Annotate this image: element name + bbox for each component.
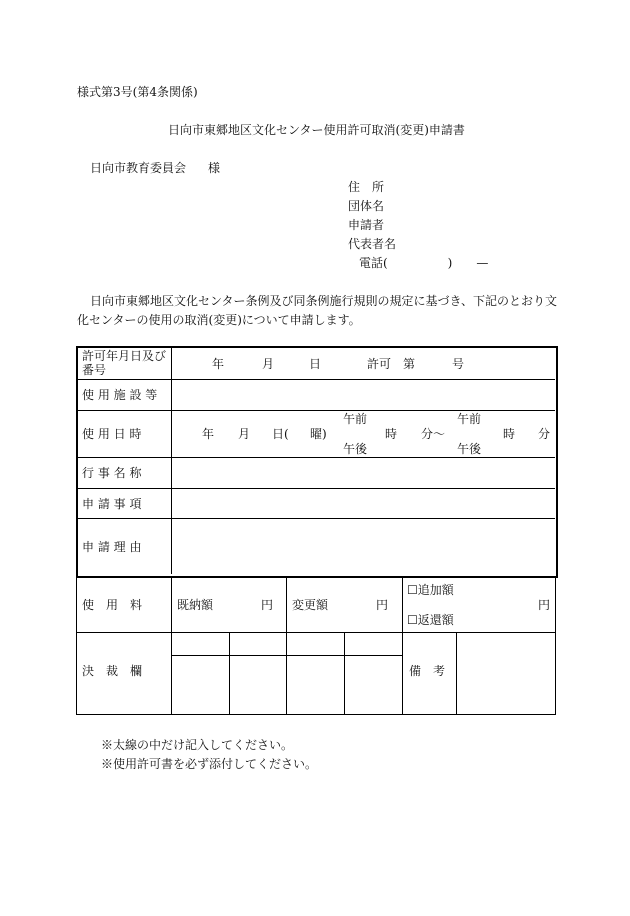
remarks-divider <box>456 632 457 714</box>
thick-border-box <box>76 346 558 578</box>
note-1: ※太線の中だけ記入してください。 <box>101 738 294 752</box>
date-label: 使 用 日 時 <box>82 427 142 441</box>
date-month: 月 <box>238 427 251 441</box>
start-minute-to: 分〜 <box>421 427 446 441</box>
application-items-label: 申 請 事 項 <box>82 497 142 511</box>
refund-amount-checkbox[interactable]: ☐返還額 <box>407 613 454 627</box>
end-am: 午前 <box>457 412 482 426</box>
permit-label-line-1: 許可年月日及び <box>82 349 167 363</box>
outer-bottom-line <box>76 714 556 715</box>
start-am: 午前 <box>343 412 368 426</box>
end-pm: 午後 <box>457 442 482 456</box>
permit-number-suffix: 号 <box>452 357 465 371</box>
fee-label: 使 用 料 <box>82 598 143 612</box>
permit-month: 月 <box>262 357 275 371</box>
addressee: 日向市教育委員会 <box>90 161 187 175</box>
body-text-line-2: 化センターの使用の取消(変更)について申請します。 <box>77 313 361 327</box>
date-year: 年 <box>202 427 215 441</box>
approval-grid-line <box>171 655 402 656</box>
row-divider <box>76 632 556 633</box>
applicant-address-label: 住 所 <box>348 180 385 194</box>
permit-label-line-2: 番号 <box>82 363 107 377</box>
applicant-phone-label: 電話( ) — <box>359 256 489 270</box>
note-2: ※使用許可書を必ず添付してください。 <box>101 757 318 771</box>
outer-left-line <box>76 576 77 714</box>
row-divider <box>78 518 555 519</box>
end-hour: 時 <box>503 427 516 441</box>
applicant-group-label: 団体名 <box>348 199 385 213</box>
permit-day: 日 <box>309 357 322 371</box>
column-divider <box>286 576 287 632</box>
changed-amount-label: 変更額 <box>292 598 329 612</box>
paid-yen: 円 <box>261 598 274 612</box>
approval-grid-line <box>229 632 230 714</box>
body-text-line-1: 日向市東郷地区文化センター条例及び同条例施行規則の規定に基づき、下記のとおり文 <box>90 294 558 308</box>
page-title: 日向市東郷地区文化センター使用許可取消(変更)申請書 <box>168 123 465 137</box>
column-divider <box>171 348 172 574</box>
paid-amount-label: 既納額 <box>177 598 214 612</box>
column-divider <box>402 576 403 714</box>
applicant-label: 申請者 <box>348 218 385 232</box>
column-divider <box>171 576 172 714</box>
approval-grid-line <box>286 632 287 714</box>
row-divider <box>78 410 555 411</box>
changed-yen: 円 <box>376 598 389 612</box>
permit-number-label: 許可 第 <box>367 357 416 371</box>
approval-label: 決 裁 欄 <box>82 664 143 678</box>
row-divider <box>78 379 555 380</box>
facility-label: 使 用 施 設 等 <box>82 388 158 402</box>
start-hour: 時 <box>385 427 398 441</box>
form-number: 様式第3号(第4条関係) <box>77 85 198 99</box>
row-divider <box>78 457 555 458</box>
permit-year: 年 <box>212 357 225 371</box>
applicant-representative-label: 代表者名 <box>348 237 397 251</box>
outer-right-line <box>555 576 556 714</box>
adjust-yen: 円 <box>538 598 551 612</box>
row-divider <box>78 488 555 489</box>
end-minute: 分 <box>538 427 551 441</box>
remarks-label: 備 考 <box>409 664 446 678</box>
approval-grid-line <box>344 632 345 714</box>
date-weekday: 曜) <box>310 427 327 441</box>
date-day: 日( <box>272 427 289 441</box>
application-reason-label: 申 請 理 由 <box>82 540 142 554</box>
additional-amount-checkbox[interactable]: ☐追加額 <box>407 583 454 597</box>
event-name-label: 行 事 名 称 <box>82 466 142 480</box>
start-pm: 午後 <box>343 442 368 456</box>
honorific: 様 <box>208 161 221 175</box>
